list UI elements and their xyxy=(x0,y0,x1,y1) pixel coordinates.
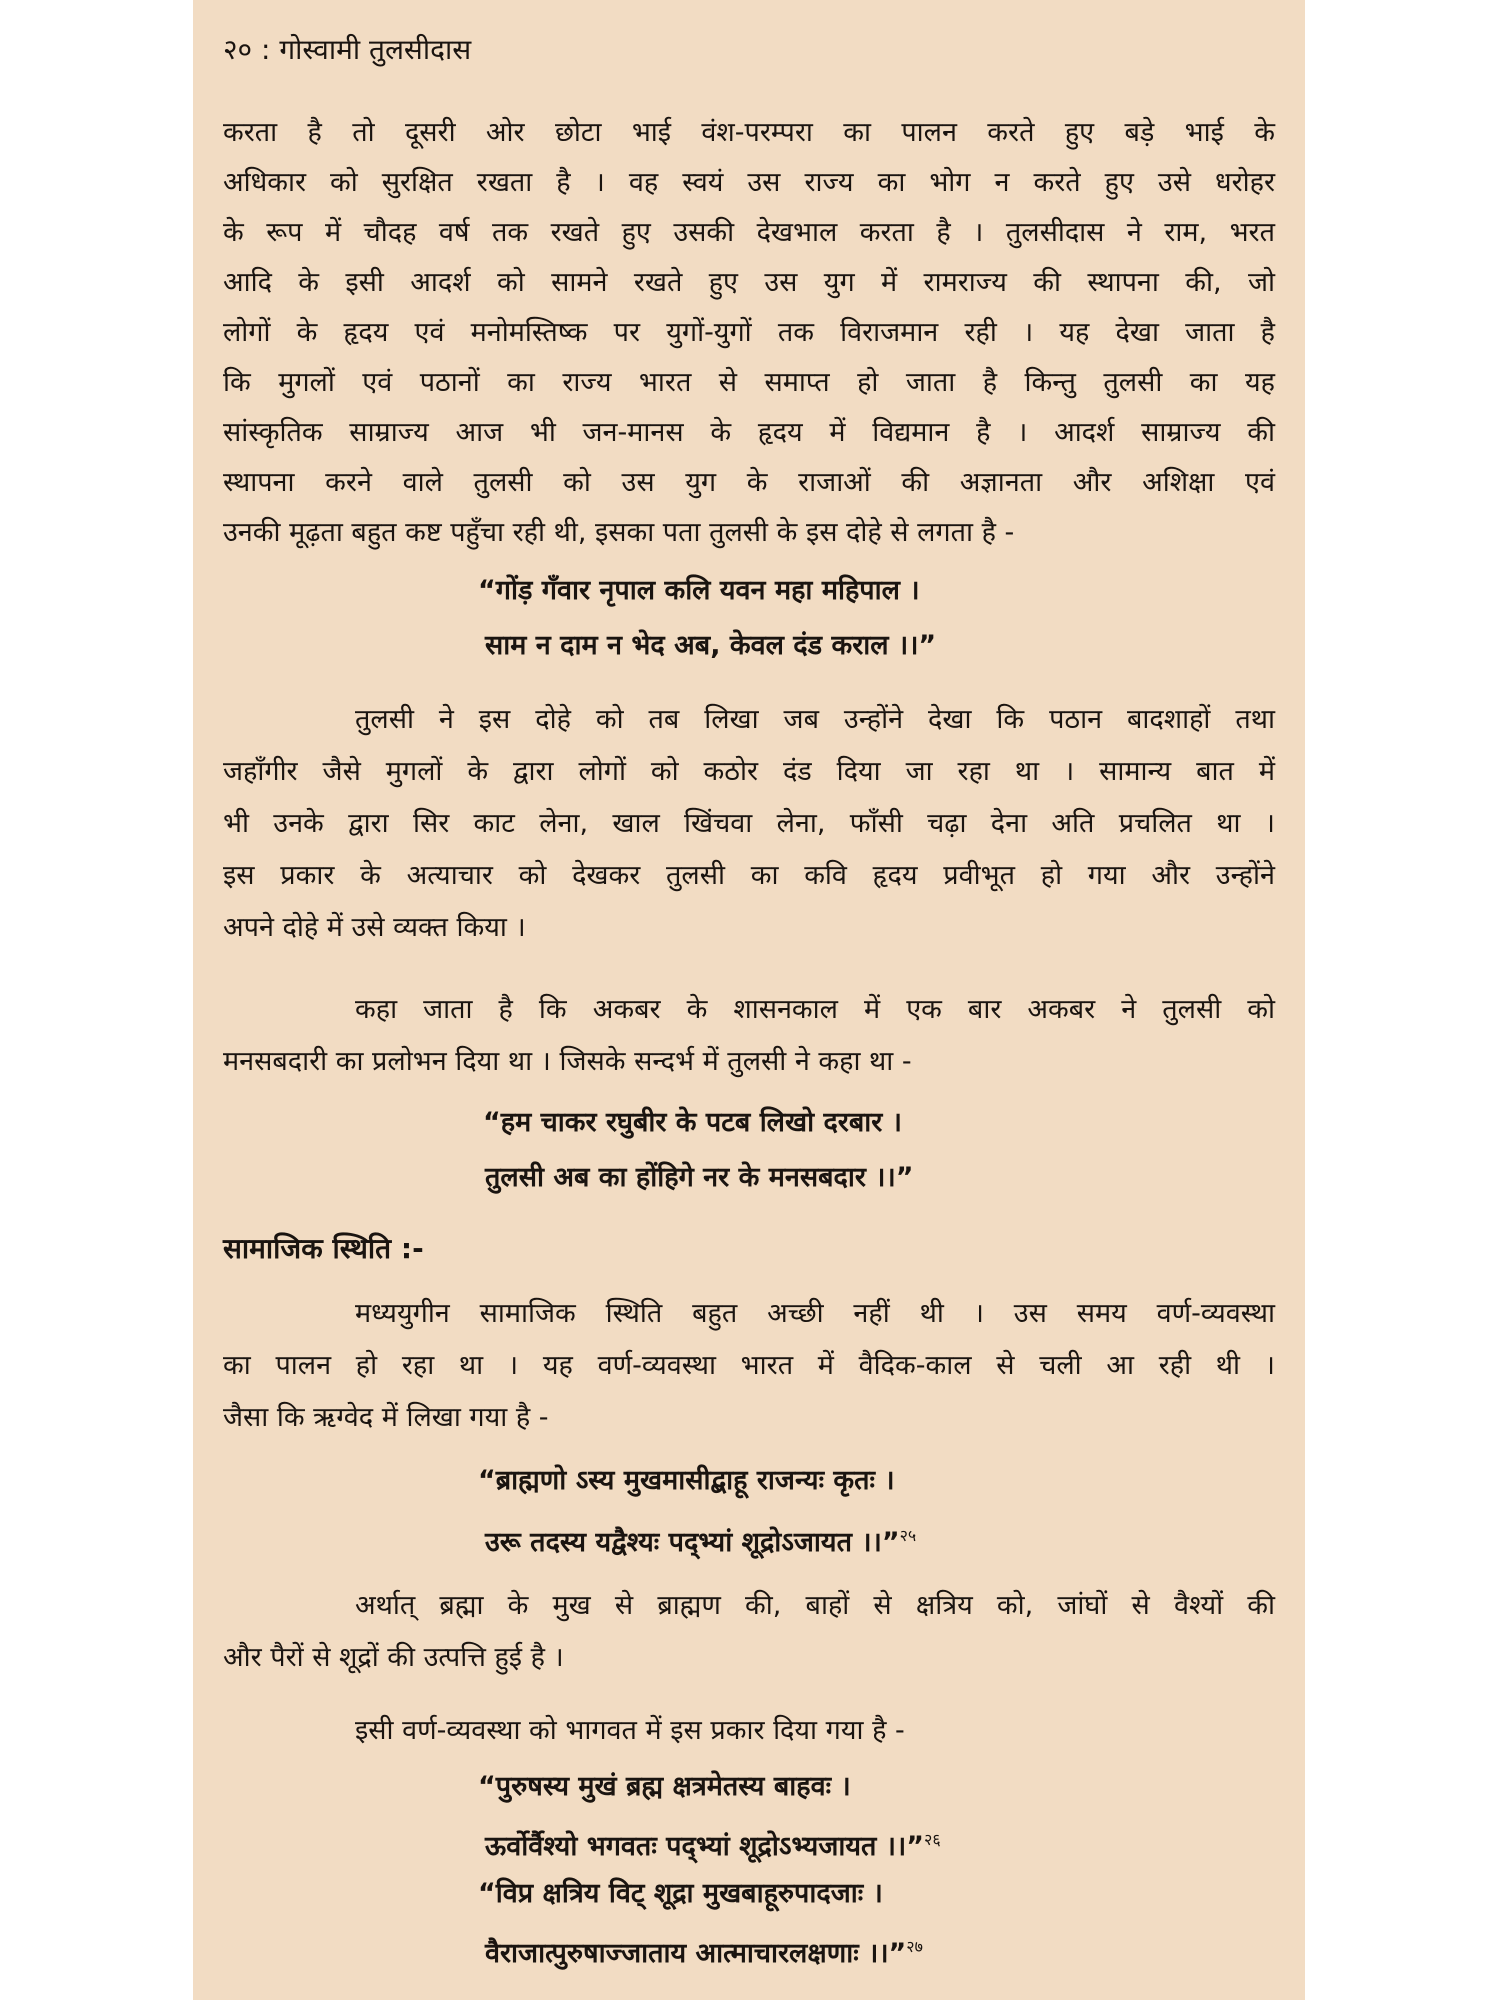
running-head: २० : गोस्वामी तुलसीदास xyxy=(223,33,472,66)
paragraph-line: लोगों के हृदय एवं मनोमस्तिष्क पर युगों-युगों तक विराजमान रही । यह देखा जाता है xyxy=(223,317,1275,348)
shloka-line: “पुरुषस्य मुखं ब्रह्म क्षत्रमेतस्य बाहवः । xyxy=(478,1771,851,1802)
section-heading: सामाजिक स्थिति :- xyxy=(223,1232,424,1265)
paragraph-line: अपने दोहे में उसे व्यक्त किया । xyxy=(223,912,526,943)
paragraph-line: जैसा कि ऋग्वेद में लिखा गया है - xyxy=(223,1402,549,1433)
doha-line: “गोंड़ गँवार नृपाल कलि यवन महा महिपाल । xyxy=(478,575,920,606)
shloka-text: ऊर्वोर्वैश्यो भगवतः पद्भ्यां शूद्रोऽभ्यजायत ।।” xyxy=(485,1831,925,1862)
shloka-line xyxy=(485,1516,916,1563)
paragraph-line: जहाँगीर जैसे मुगलों के द्वारा लोगों को कठोर दंड दिया जा रहा था । सामान्य बात में xyxy=(223,756,1275,787)
paragraph-line: तुलसी ने इस दोहे को तब लिखा जब उन्होंने देखा कि पठान बादशाहों तथा xyxy=(355,704,1275,735)
paragraph-line: आदि के इसी आदर्श को सामने रखते हुए उस युग में रामराज्य की स्थापना की, जो xyxy=(223,267,1275,298)
paragraph-line: स्थापना करने वाले तुलसी को उस युग के राजाओं की अज्ञानता और अशिक्षा एवं xyxy=(223,467,1275,498)
paragraph-line: इस प्रकार के अत्याचार को देखकर तुलसी का कवि हृदय प्रवीभूत हो गया और उन्होंने xyxy=(223,860,1275,891)
paragraph-line: और पैरों से शूद्रों की उत्पत्ति हुई है । xyxy=(223,1642,564,1673)
shloka-line: “विप्र क्षत्रिय विट् शूद्रा मुखबाहूरुपादजाः । xyxy=(478,1878,883,1909)
footnote-marker: २६ xyxy=(924,1830,941,1849)
paragraph-line: कहा जाता है कि अकबर के शासनकाल में एक बार अकबर ने तुलसी को xyxy=(355,994,1275,1025)
shloka-text: वैराजात्पुरुषाज्जाताय आत्माचारलक्षणाः ।।” xyxy=(485,1938,907,1969)
doha-line: साम न दाम न भेद अब, केवल दंड कराल ।।” xyxy=(485,630,937,661)
paragraph-line: का पालन हो रहा था । यह वर्ण-व्यवस्था भारत में वैदिक-काल से चली आ रही थी । xyxy=(223,1350,1275,1381)
shloka-line xyxy=(485,1927,923,1974)
footnote-marker: २५ xyxy=(899,1526,917,1545)
paragraph-line: भी उनके द्वारा सिर काट लेना, खाल खिंचवा लेना, फाँसी चढ़ा देना अति प्रचलित था । xyxy=(223,808,1275,839)
doha-line: तुलसी अब का होंहिगे नर के मनसबदार ।।” xyxy=(485,1162,914,1193)
paragraph-line: मनसबदारी का प्रलोभन दिया था । जिसके सन्दर्भ में तुलसी ने कहा था - xyxy=(223,1046,912,1077)
paragraph-line: अर्थात् ब्रह्मा के मुख से ब्राह्मण की, बाहों से क्षत्रिय को, जांघों से वैश्यों की xyxy=(355,1590,1275,1621)
paragraph-line: के रूप में चौदह वर्ष तक रखते हुए उसकी देखभाल करता है । तुलसीदास ने राम, भरत xyxy=(223,217,1275,248)
footnote-marker: २७ xyxy=(906,1937,923,1956)
shloka-line: “ब्राह्मणो ऽस्य मुखमासीद्बाहू राजन्यः कृतः । xyxy=(478,1465,895,1496)
paragraph-line: मध्ययुगीन सामाजिक स्थिति बहुत अच्छी नहीं थी । उस समय वर्ण-व्यवस्था xyxy=(355,1298,1275,1329)
shloka-text: उरू तदस्य यद्वैश्यः पद्भ्यां शूद्रोऽजायत ।।” xyxy=(485,1527,900,1558)
paragraph-line: इसी वर्ण-व्यवस्था को भागवत में इस प्रकार दिया गया है - xyxy=(355,1715,905,1746)
shloka-line xyxy=(485,1820,941,1867)
paragraph-line: उनकी मूढ़ता बहुत कष्ट पहुँचा रही थी, इसका पता तुलसी के इस दोहे से लगता है - xyxy=(223,517,1015,548)
paragraph-line: अधिकार को सुरक्षित रखता है । वह स्वयं उस राज्य का भोग न करते हुए उसे धरोहर xyxy=(223,167,1275,198)
book-page xyxy=(193,0,1305,2000)
paragraph-line: करता है तो दूसरी ओर छोटा भाई वंश-परम्परा का पालन करते हुए बड़े भाई के xyxy=(223,117,1275,148)
paragraph-line: सांस्कृतिक साम्राज्य आज भी जन-मानस के हृदय में विद्यमान है । आदर्श साम्राज्य की xyxy=(223,417,1275,448)
paragraph-line: कि मुगलों एवं पठानों का राज्य भारत से समाप्त हो जाता है किन्तु तुलसी का यह xyxy=(223,367,1275,398)
doha-line: “हम चाकर रघुबीर के पटब लिखो दरबार । xyxy=(483,1107,902,1138)
